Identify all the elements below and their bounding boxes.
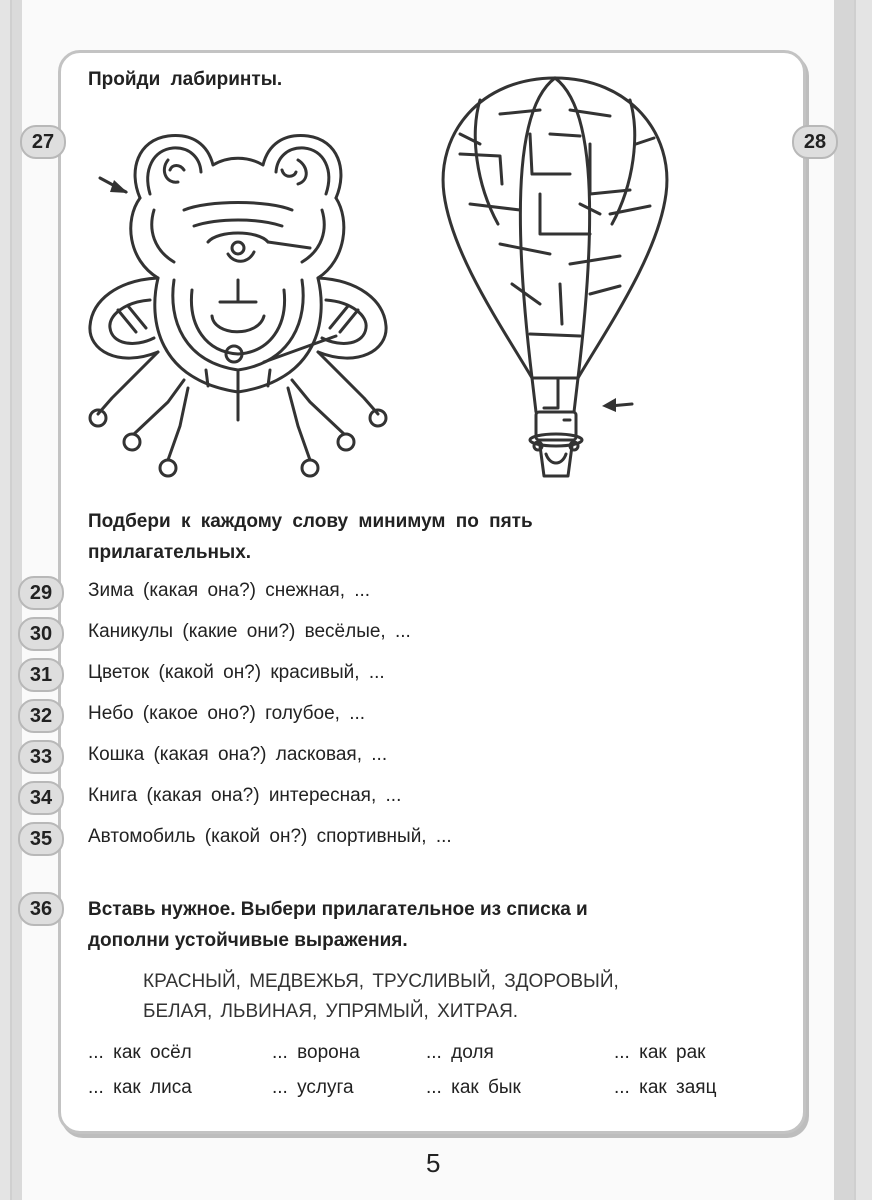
task-number-28: 28 — [792, 125, 838, 159]
idiom-blank: ... доля — [426, 1042, 494, 1063]
page-number: 5 — [426, 1148, 441, 1178]
idiom-blank: ... ворона — [272, 1042, 360, 1063]
word-list-line1: КРАСНЫЙ, МЕДВЕЖЬЯ, ТРУСЛИВЫЙ, ЗДОРОВЫЙ, — [143, 971, 619, 992]
task-number-30: 30 — [18, 617, 64, 651]
adjective-line-29: Зима (какая она?) снежная, ... — [88, 580, 371, 601]
idioms-heading-line1: Вставь нужное. Выбери прилагательное из списка и — [88, 899, 588, 920]
maze-heading: Пройди лабиринты. — [88, 69, 283, 90]
task-number-29: 29 — [18, 576, 64, 610]
idioms-heading-line2: дополни устойчивые выражения. — [88, 930, 408, 951]
adjective-line-30: Каникулы (какие они?) весёлые, ... — [88, 621, 411, 642]
balloon-maze[interactable] — [440, 74, 670, 484]
adjectives-heading-line2: прилагательных. — [88, 542, 252, 563]
adjective-line-33: Кошка (какая она?) ласковая, ... — [88, 744, 388, 765]
idiom-blank: ... как рак — [614, 1042, 706, 1063]
adjective-line-32: Небо (какое оно?) голубое, ... — [88, 703, 366, 724]
task-number-33: 33 — [18, 740, 64, 774]
idiom-blank: ... услуга — [272, 1077, 354, 1098]
task-number-32: 32 — [18, 699, 64, 733]
frog-maze[interactable] — [88, 130, 388, 490]
adjective-line-34: Книга (какая она?) интересная, ... — [88, 785, 402, 806]
idiom-blank: ... как заяц — [614, 1077, 717, 1098]
word-list-line2: БЕЛАЯ, ЛЬВИНАЯ, УПРЯМЫЙ, ХИТРАЯ. — [143, 1001, 519, 1022]
task-number-31: 31 — [18, 658, 64, 692]
page-binding-right — [834, 0, 854, 1200]
idiom-blank: ... как лиса — [88, 1077, 192, 1098]
task-number-35: 35 — [18, 822, 64, 856]
adjectives-heading-line1: Подбери к каждому слову минимум по пять — [88, 511, 533, 532]
adjective-line-35: Автомобиль (какой он?) спортивный, ... — [88, 826, 452, 847]
adjective-line-31: Цветок (какой он?) красивый, ... — [88, 662, 385, 683]
task-number-34: 34 — [18, 781, 64, 815]
idiom-blank: ... как бык — [426, 1077, 521, 1098]
idiom-blank: ... как осёл — [88, 1042, 192, 1063]
task-number-27: 27 — [20, 125, 66, 159]
task-number-36: 36 — [18, 892, 64, 926]
